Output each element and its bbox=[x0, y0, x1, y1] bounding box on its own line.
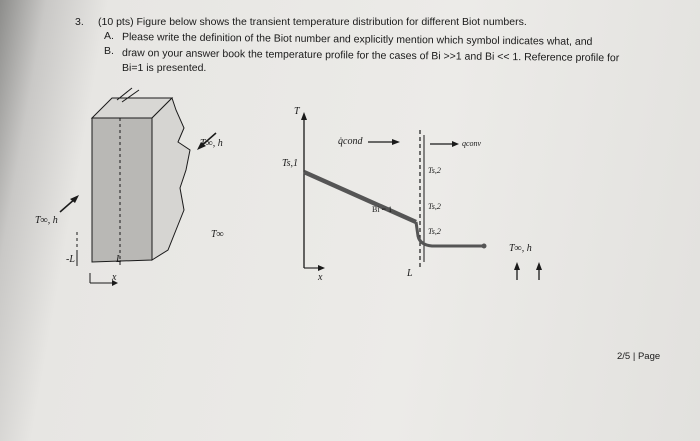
label-ts2-low: Ts,2 bbox=[428, 227, 441, 236]
label-ts1: Ts,1 bbox=[282, 158, 299, 169]
label-ts2-top: Ts,2 bbox=[428, 166, 441, 175]
label-qcond: q̇cond bbox=[338, 136, 363, 147]
label-qconv: qconv bbox=[462, 139, 482, 148]
question-intro: (10 pts) Figure below shows the transient temperature distribution for different Biot numbers. bbox=[98, 16, 527, 28]
label-l-left: L bbox=[116, 254, 122, 265]
part-a-letter: A. bbox=[104, 30, 114, 42]
label-x-right: x bbox=[318, 272, 323, 283]
label-tinf-h-left: T∞, h bbox=[35, 215, 58, 226]
part-b-line1: draw on your answer book the temperature profile for the cases of Bi >>1 and Bi << 1. Reference profile for bbox=[121, 47, 620, 65]
label-tinf-h-right: T∞, h bbox=[200, 138, 223, 149]
label-tinf-h-profile: T∞, h bbox=[509, 243, 532, 254]
axis-label-t: T bbox=[294, 106, 300, 117]
label-ts2-mid: Ts,2 bbox=[428, 202, 441, 211]
question-number: 3. bbox=[75, 16, 84, 28]
label-tinf: T∞ bbox=[211, 229, 224, 240]
label-x-left: x bbox=[112, 272, 117, 283]
part-a-text: Please write the definition of the Biot number and explicitly mention which symbol indicates what, and bbox=[121, 31, 593, 48]
label-neg-l: -L bbox=[66, 254, 75, 265]
label-l-right: L bbox=[407, 268, 413, 279]
plane-wall-figure bbox=[60, 88, 216, 286]
part-b-line2: Bi=1 is presented. bbox=[122, 62, 207, 74]
part-b-letter: B. bbox=[104, 45, 114, 57]
page-number: 2/5 | Page bbox=[617, 351, 661, 362]
label-bi-equals-1: Bi = 1 bbox=[372, 205, 393, 214]
